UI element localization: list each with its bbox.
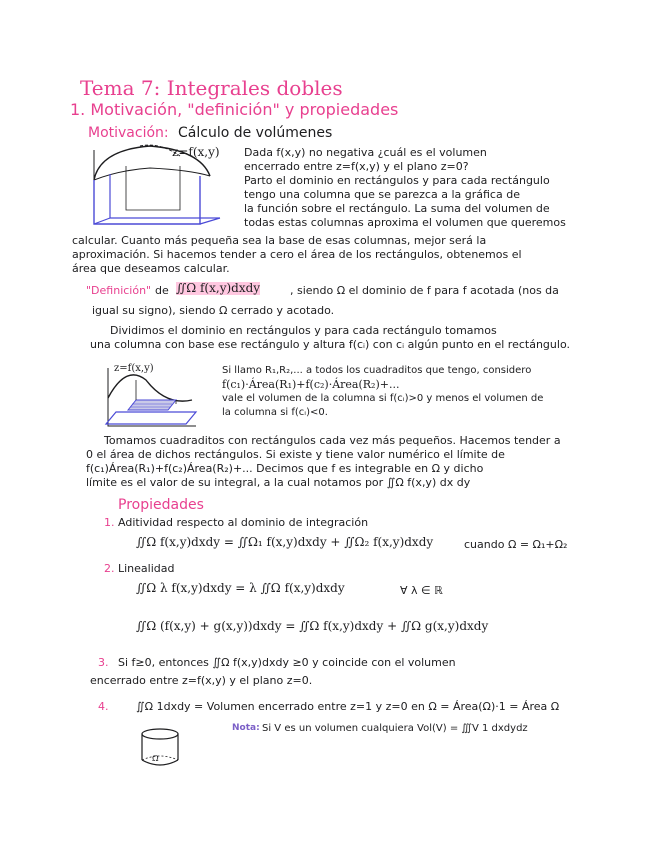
- figure-label-2: z=f(x,y): [114, 363, 154, 374]
- motivation-label: Motivación:: [88, 125, 169, 141]
- prop-4-text: ∬Ω 1dxdy = Volumen encerrado entre z=1 y z=0 en Ω = Área(Ω)·1 = Área Ω: [136, 700, 560, 713]
- motivation-line-6: todas estas columnas aproxima el volumen que queremos: [244, 216, 566, 229]
- prop-4-number: 4.: [98, 700, 109, 713]
- side-line-3: vale el volumen de la columna si f(cᵢ)>0 y menos el volumen de: [222, 393, 544, 404]
- prop-1-text: Aditividad respecto al dominio de integración: [118, 516, 369, 529]
- definition-line-2: igual su signo), siendo Ω cerrado y acotado.: [92, 304, 335, 317]
- prop-2-formula-1: ∬Ω λ f(x,y)dxdy = λ ∬Ω f(x,y)dxdy: [136, 581, 345, 595]
- prop-3-number: 3.: [98, 656, 109, 669]
- tail-line-1: Tomamos cuadraditos con rectángulos cada vez más pequeños. Hacemos tender a: [104, 434, 561, 447]
- note-text: Si V es un volumen cualquiera Vol(V) = ∭V 1 dxdydz: [262, 723, 528, 734]
- side-line-1: Si llamo R₁,R₂,... a todos los cuadraditos que tengo, considero: [222, 365, 532, 376]
- tail-line-3: f(c₁)Área(R₁)+f(c₂)Área(R₂)+... Decimos que f es integrable en Ω y dicho: [86, 462, 484, 475]
- properties-heading: Propiedades: [118, 497, 204, 513]
- prop-2-text: Linealidad: [118, 562, 175, 575]
- prop-3-text-2: encerrado entre z=f(x,y) y el plano z=0.: [90, 674, 313, 687]
- motivation-line-4: tengo una columna que se parezca a la gráfica de: [244, 188, 520, 201]
- definition-para-1: Dividimos el dominio en rectángulos y para cada rectángulo tomamos: [110, 324, 497, 337]
- tail-line-4: límite es el valor de su integral, a la cual notamos por ∬Ω f(x,y) dx dy: [86, 476, 471, 489]
- side-line-2: f(c₁)·Área(R₁)+f(c₂)·Área(R₂)+...: [222, 378, 400, 391]
- tail-line-2: 0 el área de dichos rectángulos. Si existe y tiene valor numérico el límite de: [86, 448, 505, 461]
- motivation-line-7: calcular. Cuanto más pequeña sea la base de esas columnas, mejor será la: [72, 234, 487, 247]
- motivation-line-8: aproximación. Si hacemos tender a cero el área de los rectángulos, obtenemos el: [72, 248, 522, 261]
- note-label: Nota:: [232, 723, 260, 733]
- section-heading: 1. Motivación, "definición" y propiedades: [70, 100, 399, 119]
- prop-2-condition: ∀ λ ∈ ℝ: [400, 584, 443, 597]
- prop-2-number: 2.: [104, 562, 115, 575]
- motivation-line-1: Dada f(x,y) no negativa ¿cuál es el volumen: [244, 146, 487, 159]
- definition-label: "Definición": [86, 284, 152, 297]
- omega-label: Ω: [152, 754, 159, 763]
- definition-integral: ∬Ω f(x,y)dxdy: [176, 281, 261, 295]
- side-line-4: la columna si f(cᵢ)<0.: [222, 407, 328, 418]
- prop-1-number: 1.: [104, 516, 115, 529]
- prop-3-text: Si f≥0, entonces ∬Ω f(x,y)dxdy ≥0 y coincide con el volumen: [118, 656, 456, 669]
- definition-de: de: [155, 284, 169, 297]
- prop-2-formula-2: ∬Ω (f(x,y) + g(x,y))dxdy = ∬Ω f(x,y)dxdy + ∬Ω g(x,y)dxdy: [136, 619, 489, 633]
- motivation-line-5: la función sobre el rectángulo. La suma del volumen de: [244, 202, 550, 215]
- motivation-line-3: Parto el dominio en rectángulos y para cada rectángulo: [244, 174, 550, 187]
- prop-1-formula: ∬Ω f(x,y)dxdy = ∬Ω₁ f(x,y)dxdy + ∬Ω₂ f(x,y)dxdy: [136, 535, 434, 549]
- motivation-subtitle: Cálculo de volúmenes: [178, 125, 333, 141]
- figure-label: z=f(x,y): [172, 145, 220, 159]
- motivation-line-2: encerrado entre z=f(x,y) y el plano z=0?: [244, 160, 469, 173]
- definition-line-1: , siendo Ω el dominio de f para f acotada (nos da: [290, 284, 559, 297]
- prop-1-condition: cuando Ω = Ω₁+Ω₂: [464, 538, 568, 551]
- page-title: Tema 7: Integrales dobles: [80, 76, 343, 100]
- motivation-line-9: área que deseamos calcular.: [72, 262, 230, 275]
- cylinder-figure: [136, 726, 186, 772]
- definition-para-2: una columna con base ese rectángulo y altura f(cᵢ) con cᵢ algún punto en el rectángulo.: [90, 338, 570, 351]
